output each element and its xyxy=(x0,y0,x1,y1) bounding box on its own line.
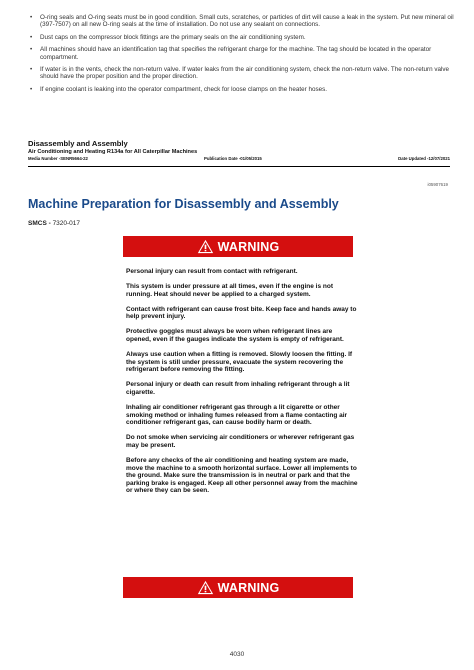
warning-banner-2 xyxy=(123,577,353,598)
bullet-text: If water is in the vents, check the non-return valve. If water leaks from the air conditioning system, check the non-return valve. The non-return valve should have the proper position and the proper direction. xyxy=(40,66,450,81)
smcs-value: 7320-017 xyxy=(52,220,81,227)
bullet-text: Dust caps on the compressor block fittings are the primary seals on the air conditioning system. xyxy=(40,33,306,41)
bullet-dot: • xyxy=(30,85,33,93)
header-meta xyxy=(28,156,450,163)
page-number: 4030 xyxy=(229,651,245,658)
warning-paragraph: Do not smoke when servicing air conditioners or wherever refrigerant gas may be present. xyxy=(126,434,355,449)
header-title: Disassembly and Assembly xyxy=(28,139,128,148)
bullet-dot: • xyxy=(30,33,33,41)
page-title: Machine Preparation for Disassembly and Assembly xyxy=(28,197,339,211)
list-item xyxy=(28,34,454,41)
date-updated: Date Updated -12/07/2021 xyxy=(398,156,450,161)
list-item xyxy=(28,66,454,81)
smcs-code xyxy=(28,220,80,227)
bullet-dot: • xyxy=(30,66,33,74)
warning-paragraph: This system is under pressure at all times, even if the engine is not running. Heat should never be applied to a charged system. xyxy=(126,283,333,298)
bullet-text: If engine coolant is leaking into the operator compartment, check for loose clamps on the heater hoses. xyxy=(40,85,328,93)
bullet-dot: • xyxy=(30,14,33,21)
warning-paragraph: Before any checks of the air conditioning and heating system are made, move the machine to a smooth horizontal surface. Lower all implements to the ground. Make sure the transmission is in neutral or park and that the parking brake is engaged. Keep all other personnel away from the machine or where they can be seen. xyxy=(126,457,358,495)
header-subtitle: Air Conditioning and Heating R134a for All Caterpillar Machines xyxy=(28,149,198,155)
bullet-text: O-ring seals and O-ring seats must be in good condition. Small cuts, scratches, or particles of dirt will cause a leak in the system. Put new mineral oil (397-7507) on all new O-ring seals at the time of installation. Do not use any sealant on connections. xyxy=(40,14,454,29)
warning-paragraph: Personal injury or death can result from inhaling refrigerant through a lit cigarette. xyxy=(126,381,350,397)
warning-paragraph: Inhaling air conditioner refrigerant gas through a lit cigarette or other smoking method or inhaling fumes released from a flame contacting air conditioner refrigerant gas, can cause bodily harm or death. xyxy=(126,404,348,427)
warning-paragraph: Personal injury can result from contact with refrigerant. xyxy=(126,268,298,275)
header-divider xyxy=(28,166,450,167)
warning-paragraph: Always use caution when a fitting is removed. Slowly loosen the fitting. If the system is still under pressure, evacuate the system recovering the refrigerant before removing the fitting. xyxy=(126,351,353,374)
media-number: Media Number -SENR5664-22 xyxy=(28,156,88,161)
bullet-list xyxy=(28,14,454,98)
warning-triangle-icon xyxy=(197,580,214,595)
reference-id: i05907619 xyxy=(427,182,448,187)
list-item xyxy=(28,14,454,29)
warning-banner xyxy=(123,236,353,257)
bullet-dot: • xyxy=(30,46,33,54)
warning-body xyxy=(126,268,358,503)
warning-triangle-icon xyxy=(197,239,214,254)
list-item xyxy=(28,46,454,61)
list-item xyxy=(28,86,454,93)
warning-label: WARNING xyxy=(217,239,280,254)
warning-paragraph: Contact with refrigerant can cause frost bite. Keep face and hands away to help prevent injury. xyxy=(126,305,357,321)
smcs-label: SMCS - xyxy=(28,220,51,227)
bullet-text: All machines should have an identification tag that specifies the refrigerant charge for the machine. The tag should be located in the operator compartment. xyxy=(40,46,432,61)
warning-label: WARNING xyxy=(217,580,280,595)
document-header xyxy=(28,139,450,163)
warning-paragraph: Protective goggles must always be worn when refrigerant lines are opened, even if the gauges indicate the system is empty of refrigerant. xyxy=(126,328,344,344)
publication-date: Publication Date -01/05/2015 xyxy=(204,156,262,161)
